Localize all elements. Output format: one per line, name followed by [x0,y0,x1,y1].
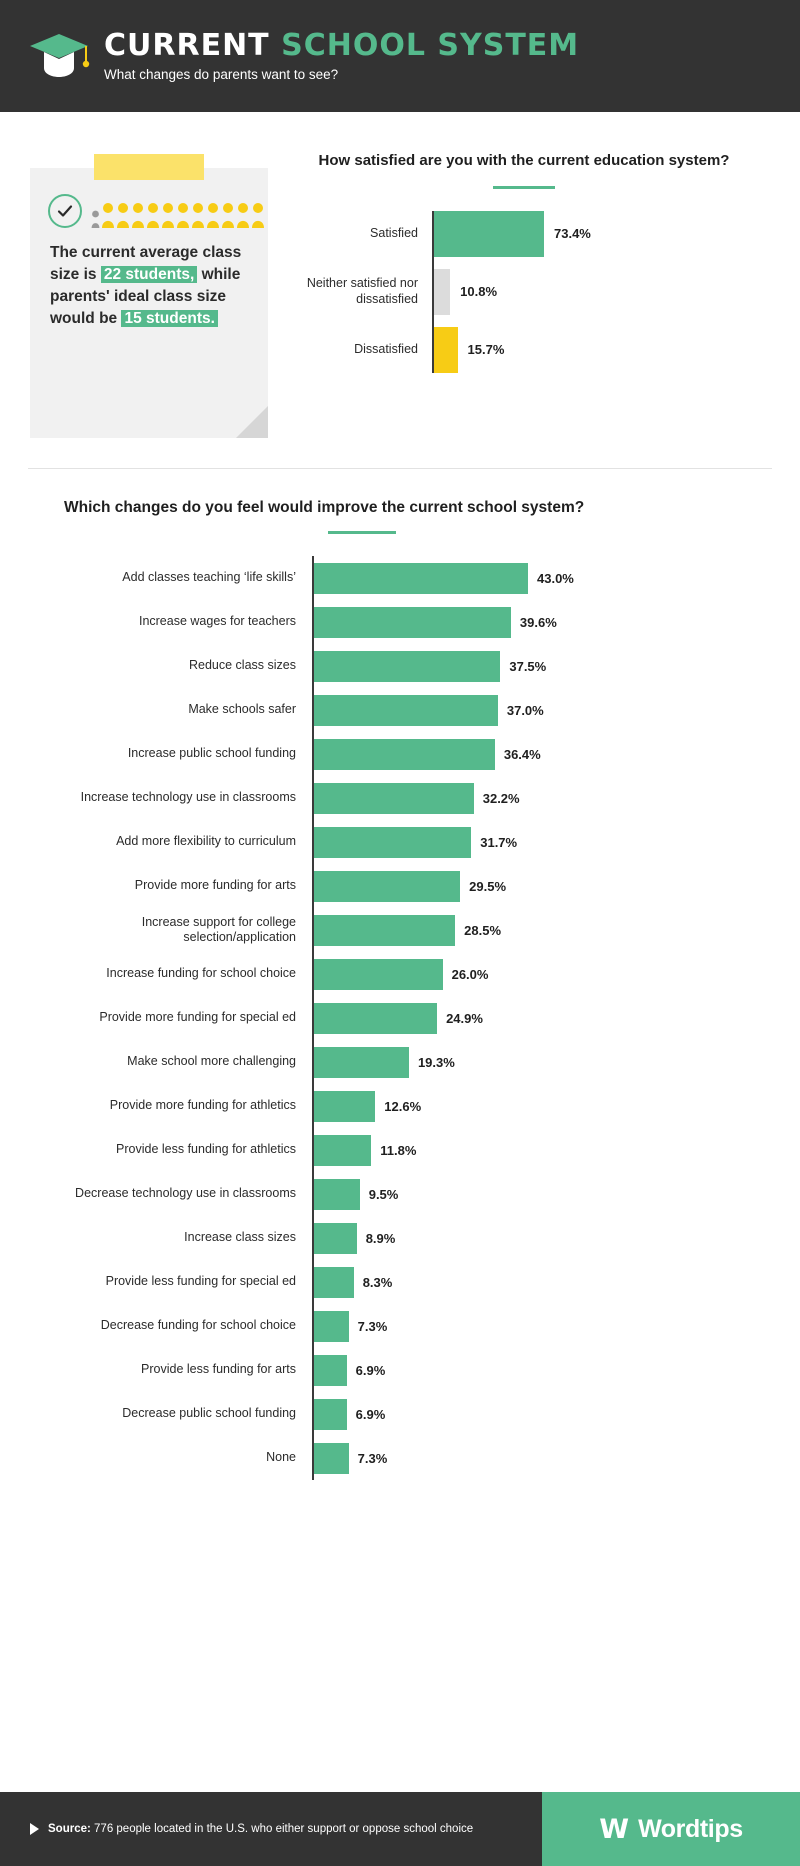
improvements-bar [312,1443,349,1474]
improvements-label: Add more flexibility to curriculum [116,834,296,849]
improvements-label: Increase wages for teachers [138,614,296,629]
satisfaction-bar [434,269,450,315]
satisfaction-title: How satisfied are you with the current education system? [318,152,730,169]
improvements-bar [312,1267,354,1298]
improvements-row [28,1260,772,1304]
satisfaction-row-neither [300,269,772,315]
tape-strip [94,154,204,180]
improvements-row [28,732,772,776]
improvements-row [28,1172,772,1216]
satisfaction-value: 15.7% [467,342,505,358]
satisfaction-bar [434,211,544,257]
satisfaction-value: 73.4% [554,226,591,242]
improvements-label: Provide more funding for athletics [109,1098,296,1113]
improvements-value: 19.3% [417,1054,455,1070]
improvements-value: 7.3% [357,1318,388,1334]
improvements-label: Decrease public school funding [122,1406,296,1421]
person-icon [236,202,250,228]
improvements-value: 31.7% [480,834,518,850]
improvements-bar [312,1003,437,1034]
improvements-value: 24.9% [446,1010,483,1026]
improvements-row [28,1348,772,1392]
satisfaction-block [272,138,772,460]
improvements-label: Increase funding for school choice [106,966,296,981]
improvements-row [28,1392,772,1436]
note-folded-corner [236,406,268,438]
note-text-part2: while parents' ideal class size would be [50,266,241,327]
improvements-row [28,864,772,908]
satisfaction-label: Dissatisfied [354,341,418,356]
improvements-bar [312,827,471,858]
improvements-row [28,908,772,952]
source-label: Source: [48,1823,91,1835]
page-title [104,27,580,63]
improvements-value: 26.0% [451,966,489,982]
improvements-label: Increase public school funding [127,746,296,761]
improvements-value: 7.3% [357,1450,388,1466]
improvements-bar [312,1311,349,1342]
improvements-value: 32.2% [482,790,520,806]
note-card [30,168,268,438]
satisfaction-value: 10.8% [460,284,498,300]
improvements-bar [312,1135,371,1166]
improvements-value: 12.6% [384,1098,422,1114]
improvements-bar [312,1047,409,1078]
improvements-value: 29.5% [469,878,507,894]
improvements-row [28,556,772,600]
improvements-bar [312,695,498,726]
brand-mark-icon: W [599,1813,630,1845]
triangle-icon [30,1823,39,1835]
improvements-bar [312,651,500,682]
source-note [0,1792,542,1866]
satisfaction-chart [300,211,772,373]
improvements-section [0,469,800,1480]
satisfaction-title-rule [493,186,555,189]
improvements-row [28,820,772,864]
improvements-label: Increase support for college selection/application [141,914,296,944]
improvements-row [28,1084,772,1128]
note-text-part1: The current average class size is [50,244,242,283]
person-icon [101,202,115,228]
improvements-bar [312,1179,360,1210]
person-icon [91,210,100,228]
page-subtitle: What changes do parents want to see? [104,67,339,83]
page-footer [0,1792,800,1866]
improvements-value: 6.9% [355,1406,386,1422]
person-icon [131,202,145,228]
source-text: 776 people located in the U.S. who either support or oppose school choice [94,1823,474,1835]
improvements-label: Increase class sizes [184,1230,296,1245]
improvements-value: 8.9% [365,1230,396,1246]
improvements-axis [312,556,314,1480]
page-title-part1: CURRENT [104,27,270,63]
note-highlight-current: 22 students, [101,266,197,283]
brand-logo [542,1792,800,1866]
improvements-label: Provide less funding for special ed [105,1274,296,1289]
graduation-cap-icon [28,30,90,82]
improvements-label: Provide more funding for special ed [99,1010,296,1025]
improvements-label: Provide more funding for arts [134,878,296,893]
improvements-bar [312,915,455,946]
top-section [0,112,800,460]
person-icon [161,202,175,228]
improvements-row [28,644,772,688]
improvements-label: None [266,1450,296,1465]
satisfaction-label: Neither satisfied nor dissatisfied [306,276,418,306]
improvements-label: Provide less funding for athletics [116,1142,296,1157]
improvements-title: Which changes do you feel would improve the current school system? [64,499,585,516]
improvements-label: Make schools safer [188,702,296,717]
person-icon [176,202,190,228]
improvements-value: 43.0% [537,570,574,586]
check-circle-icon [48,194,82,228]
improvements-row [28,996,772,1040]
improvements-value: 28.5% [464,922,502,938]
improvements-label: Reduce class sizes [189,658,296,673]
improvements-value: 37.0% [506,702,544,718]
improvements-chart [28,556,772,1480]
improvements-row [28,1436,772,1480]
improvements-bar [312,607,511,638]
improvements-bar [312,1399,347,1430]
satisfaction-bar [434,327,458,373]
improvements-bar [312,1355,347,1386]
improvements-row [28,1216,772,1260]
person-icon [191,202,205,228]
improvements-bar [312,739,495,770]
improvements-label: Add classes teaching ‘life skills’ [122,570,296,585]
note-highlight-ideal: 15 students. [121,310,217,327]
improvements-value: 11.8% [380,1142,417,1158]
improvements-value: 6.9% [355,1362,386,1378]
improvements-row [28,688,772,732]
improvements-value: 9.5% [368,1186,399,1202]
improvements-value: 37.5% [509,658,547,674]
improvements-value: 39.6% [519,614,557,630]
person-icon [146,202,160,228]
satisfaction-label: Satisfied [370,225,418,240]
improvements-bar [312,1223,357,1254]
person-icon [116,202,130,228]
header-text-block [104,27,580,83]
note-text [30,228,268,330]
satisfaction-row-satisfied [300,211,772,257]
person-icon [251,202,265,228]
improvements-row [28,600,772,644]
improvements-label: Decrease technology use in classrooms [75,1186,296,1201]
improvements-row [28,1128,772,1172]
improvements-label: Provide less funding for arts [141,1362,296,1377]
improvements-bar [312,871,460,902]
improvements-row [28,1040,772,1084]
improvements-label: Make school more challenging [127,1054,296,1069]
improvements-bar [312,959,443,990]
satisfaction-axis [432,211,434,373]
improvements-row [28,1304,772,1348]
class-size-note [30,138,272,460]
person-icon [221,202,235,228]
improvements-row [28,952,772,996]
person-icon [206,202,220,228]
improvements-label: Decrease funding for school choice [100,1318,296,1333]
page-title-part2: SCHOOL SYSTEM [281,27,580,63]
brand-name: Wordtips [638,1814,743,1843]
improvements-bar [312,1091,375,1122]
improvements-title-rule [328,531,396,534]
page-header [0,0,800,112]
improvements-bar [312,783,474,814]
improvements-row [28,776,772,820]
satisfaction-row-dissatisfied [300,327,772,373]
improvements-label: Increase technology use in classrooms [80,790,296,805]
improvements-value: 36.4% [503,746,541,762]
improvements-bar [312,563,528,594]
improvements-value: 8.3% [362,1274,393,1290]
